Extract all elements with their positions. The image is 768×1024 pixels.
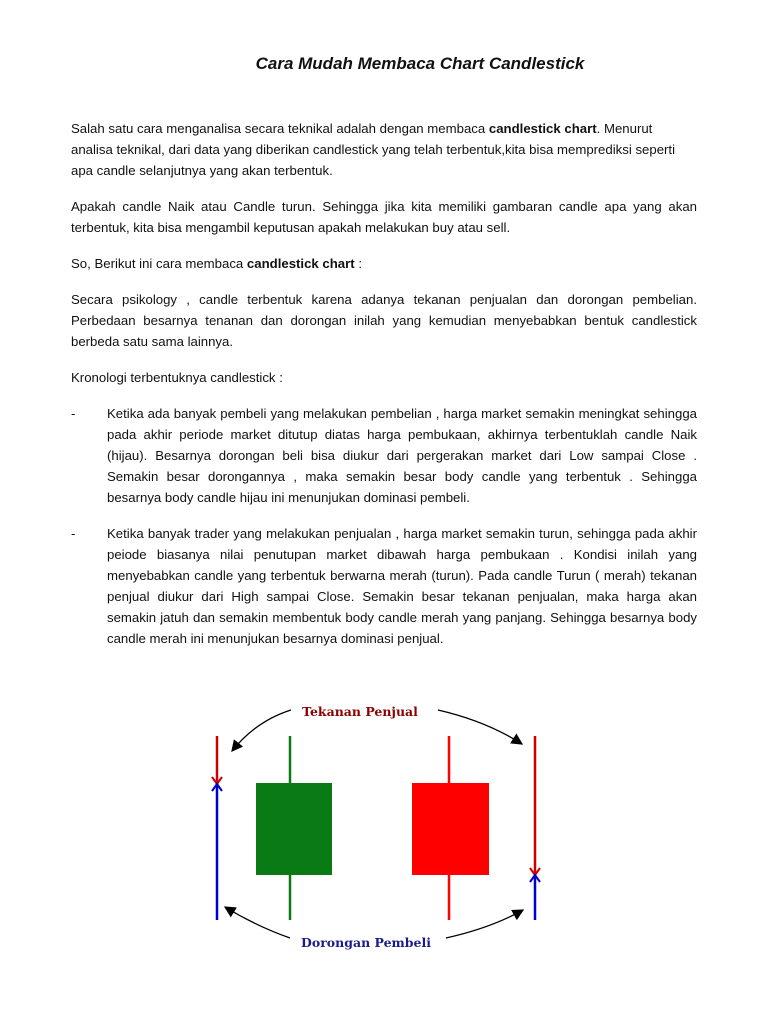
- paragraph-intro: [71, 118, 697, 181]
- document-body: [71, 118, 697, 664]
- paragraph-chronology: Kronologi terbentuknya candlestick :: [71, 370, 283, 385]
- intro-text-a: Salah satu cara menganalisa secara teknikal adalah dengan membaca: [71, 121, 489, 136]
- intro-bold-term: candlestick chart: [488, 121, 597, 136]
- how-to-text-c: :: [354, 256, 362, 271]
- list-item-sellers: [71, 523, 697, 649]
- bear-candle-body: [412, 783, 489, 875]
- list-bullet: -: [71, 526, 76, 541]
- how-to-bold-term: candlestick chart: [246, 256, 355, 271]
- list-item-text: Ketika ada banyak pembeli yang melakukan pembelian , harga market semakin meningkat sehingga pada akhir periode market ditutup diatas harga pembukaan, akhirnya terbentuklah candle Naik (hijau). Besarnya dorongan beli bisa diukur dari pergerakan market dari Low sampai Close . Semakin besar dorongannya , maka semakin besar body candle yang terbentuk . Sehingga besarnya body candle hijau ini menunjukan dominasi pembeli.: [107, 406, 697, 505]
- arrow-top-right: [438, 710, 522, 744]
- arrow-top-left: [232, 710, 291, 751]
- arrow-bottom-left: [225, 907, 290, 938]
- candlestick-diagram-svg: [196, 696, 556, 966]
- page-title: Cara Mudah Membaca Chart Candlestick: [255, 54, 585, 73]
- paragraph-how-to: [71, 253, 697, 274]
- candlestick-diagram: [196, 696, 556, 966]
- paragraph-decision: Apakah candle Naik atau Candle turun. Sehingga jika kita memiliki gambaran candle apa yang akan terbentuk, kita bisa mengambil keputusan apakah melakukan buy atau sell.: [71, 199, 697, 235]
- list-item-buyers: [71, 403, 697, 508]
- list-bullet: -: [71, 406, 76, 421]
- bull-candle-body: [256, 783, 332, 875]
- intro-text-c: . Menurut analisa teknikal, dari data yang diberikan candlestick yang telah terbentuk,kita bisa memprediksi seperti apa candle selanjutnya yang akan terbentuk.: [71, 121, 676, 178]
- label-seller-pressure: Tekanan Penjual: [302, 704, 418, 719]
- list-item-text: Ketika banyak trader yang melakukan penjualan , harga market semakin turun, sehingga pada akhir peiode biasanya nilai penutupan market dibawah harga pembukaan . Kondisi inilah yang menyebabkan candle yang terbentuk berwarna merah (turun). Pada candle Turun ( merah) tekanan penjual diukur dari High sampai Close. Semakin besar tekanan penjualan, maka harga akan semakin jatuh dan semakin membentuk body candle merah yang panjang. Sehingga besarnya body candle merah ini menunjukan besarnya dominasi penjual.: [107, 526, 697, 646]
- paragraph-psychology: Secara psikology , candle terbentuk karena adanya tekanan penjualan dan dorongan pembelian. Perbedaan besarnya tenanan dan dorongan inilah yang kemudian menyebabkan bentuk candlestick berbeda satu sama lainnya.: [71, 292, 697, 349]
- arrow-bottom-right: [446, 910, 523, 938]
- how-to-text-a: So, Berikut ini cara membaca: [71, 256, 247, 271]
- label-buyer-push: Dorongan Pembeli: [301, 935, 431, 950]
